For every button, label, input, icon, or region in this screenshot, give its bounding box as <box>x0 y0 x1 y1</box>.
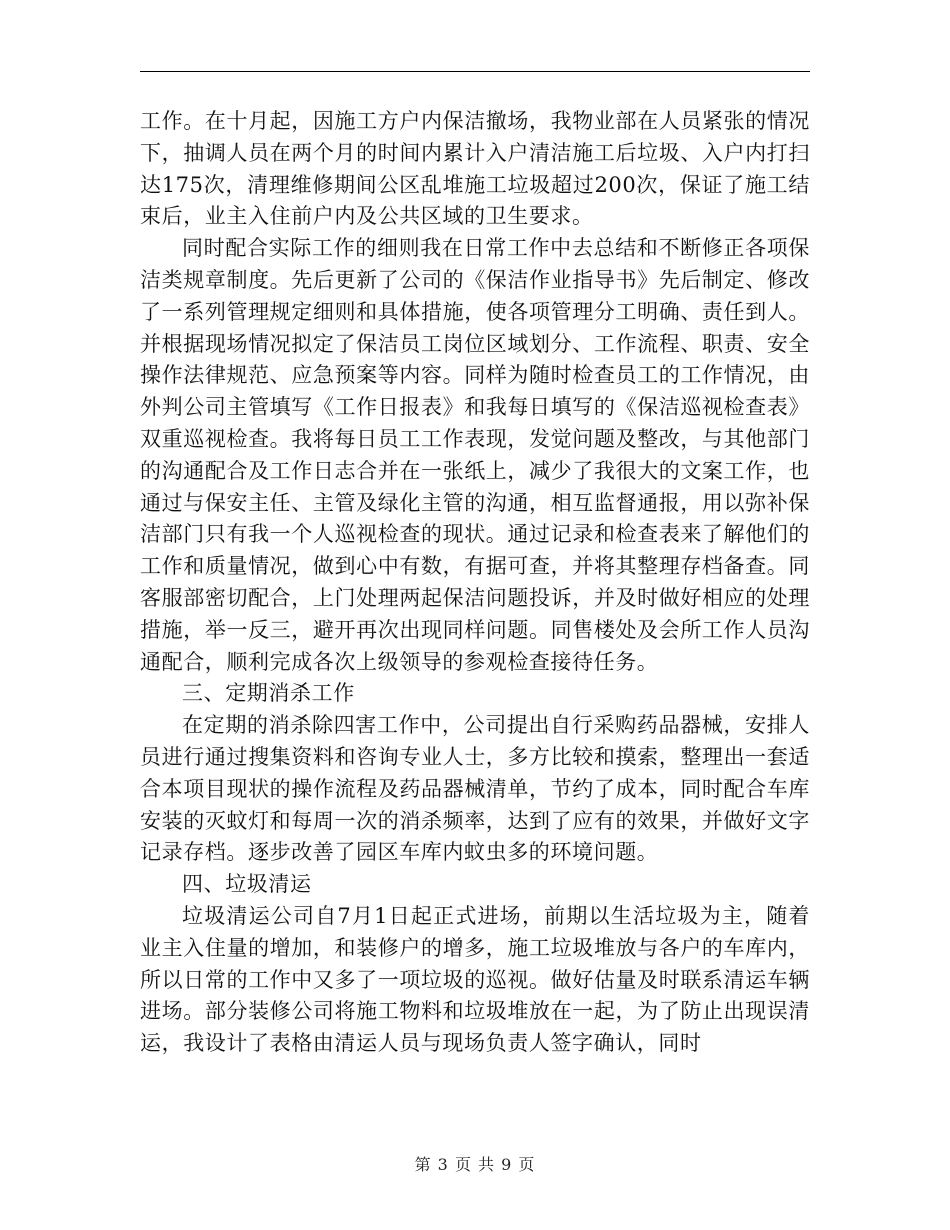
header-rule <box>140 71 810 72</box>
page-number-footer: 第 3 页 共 9 页 <box>414 1155 536 1174</box>
paragraph-rules-and-inspection: 同时配合实际工作的细则我在日常工作中去总结和不断修正各项保洁类规章制度。先后更新了公司的《保洁作业指导书》先后制定、修改了一系列管理规定细则和具体措施，使各项管理分工明确、责任到人。并根据现场情况拟定了保洁员工岗位区域划分、工作流程、职责、安全操作法律规范、应急预案等内容。同样为随时检查员工的工作情况，由外判公司主管填写《工作日报表》和我每日填写的《保洁巡视检查表》双重巡视检查。我将每日员工工作表现，发觉问题及整改，与其他部门的沟通配合及工作日志合并在一张纸上，减少了我很大的文案工作，也通过与保安主任、主管及绿化主管的沟通，相互监督通报，用以弥补保洁部门只有我一个人巡视检查的现状。通过记录和检查表来了解他们的工作和质量情况，做到心中有数，有据可查，并将其整理存档备查。同客服部密切配合，上门处理两起保洁问题投诉，并及时做好相应的处理措施，举一反三，避开再次出现同样问题。同售楼处及会所工作人员沟通配合，顺利完成各次上级领导的参观检查接待任务。 <box>140 236 810 674</box>
paragraph-garbage-removal: 垃圾清运公司自7月1日起正式进场，前期以生活垃圾为主，随着业主入住量的增加，和装修户的增多，施工垃圾堆放与各户的车库内，所以日常的工作中又多了一项垃圾的巡视。做好估量及时联系清运车辆进场。部分装修公司将施工物料和垃圾堆放在一起，为了防止出现误清运，我设计了表格由清运人员与现场负责人签字确认，同时 <box>140 903 810 1056</box>
paragraph-pest-control: 在定期的消杀除四害工作中，公司提出自行采购药品器械，安排人员进行通过搜集资料和咨询专业人士，多方比较和摸索，整理出一套适合本项目现状的操作流程及药品器械清单，节约了成本，同时配合车库安装的灭蚊灯和每周一次的消杀频率，达到了应有的效果，并做好文字记录存档。逐步改善了园区车库内蚊虫多的环境问题。 <box>140 713 810 865</box>
document-body <box>140 106 810 1060</box>
section-heading-pest-control: 三、定期消杀工作 <box>182 681 355 706</box>
section-heading-garbage-removal: 四、垃圾清运 <box>182 872 312 897</box>
paragraph-sanitation-continuation: 工作。在十月起，因施工方户内保洁撤场，我物业部在人员紧张的情况下，抽调人员在两个月的时间内累计入户清洁施工后垃圾、入户内打扫达175次，清理维修期间公区乱堆施工垃圾超过200次，保证了施工结束后，业主入住前户内及公共区域的卫生要求。 <box>140 109 810 229</box>
